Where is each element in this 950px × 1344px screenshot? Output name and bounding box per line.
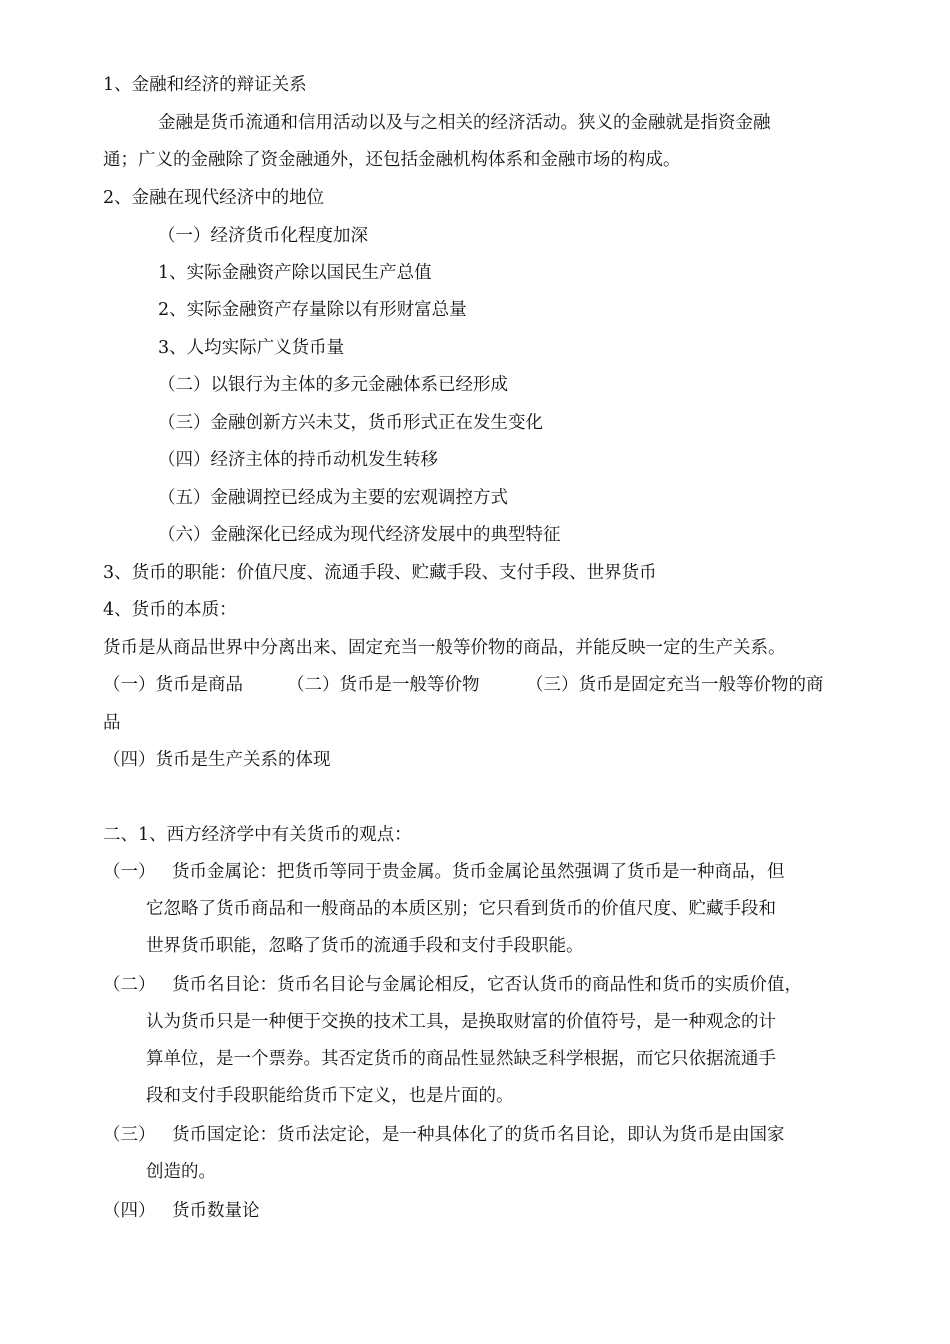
point-item: （二）货币是一般等价物	[287, 675, 480, 695]
section-heading-finance-role: 2、金融在现代经济中的地位	[103, 188, 325, 208]
point-item: （四）货币是生产关系的体现	[103, 750, 331, 770]
list-item: （三）金融创新方兴未艾，货币形式正在发生变化	[158, 413, 543, 433]
theory-line: 货币数量论	[172, 1201, 260, 1221]
theory-line: 段和支付手段职能给货币下定义，也是片面的。	[146, 1086, 514, 1106]
list-item: 2、实际金融资产存量除以有形财富总量	[158, 300, 467, 320]
theory-line: 认为货币只是一种便于交换的技术工具，是换取财富的价值符号，是一种观念的计	[146, 1012, 776, 1032]
list-item: （一）经济货币化程度加深	[158, 226, 368, 246]
paragraph-line: 通；广义的金融除了资金融通外，还包括金融机构体系和金融市场的构成。	[103, 150, 681, 170]
theory-line: 货币名目论：货币名目论与金属论相反，它否认货币的商品性和货币的实质价值，	[172, 975, 802, 995]
list-item: （六）金融深化已经成为现代经济发展中的典型特征	[158, 525, 561, 545]
paragraph-line: 金融是货币流通和信用活动以及与之相关的经济活动。狭义的金融就是指资金融	[158, 113, 771, 133]
section-heading-finance-economy: 1、金融和经济的辩证关系	[103, 75, 307, 95]
theory-line: 世界货币职能，忽略了货币的流通手段和支付手段职能。	[146, 936, 584, 956]
theory-line: 货币金属论：把货币等同于贵金属。货币金属论虽然强调了货币是一种商品，但	[172, 862, 785, 882]
point-item: （一）货币是商品	[103, 675, 243, 695]
point-item-continuation: 品	[103, 713, 121, 733]
section-heading-money-nature: 4、货币的本质：	[103, 600, 237, 620]
list-item: （四）经济主体的持币动机发生转移	[158, 450, 438, 470]
theory-line: 它忽略了货币商品和一般商品的本质区别；它只看到货币的价值尺度、贮藏手段和	[146, 899, 776, 919]
theory-label: （四）	[103, 1201, 156, 1221]
theory-item	[103, 1117, 883, 1191]
part-heading-western-views: 二、1、西方经济学中有关货币的观点：	[103, 825, 412, 845]
list-item: 1、实际金融资产除以国民生产总值	[158, 263, 432, 283]
list-item: 3、人均实际广义货币量	[158, 338, 345, 358]
list-item: （二）以银行为主体的多元金融体系已经形成	[158, 375, 508, 395]
theory-item	[103, 1193, 883, 1230]
theory-label: （二）	[103, 975, 156, 995]
list-item: （五）金融调控已经成为主要的宏观调控方式	[158, 488, 508, 508]
point-item: （三）货币是固定充当一般等价物的商	[526, 675, 824, 695]
theory-line: 货币国定论：货币法定论，是一种具体化了的货币名目论，即认为货币是由国家	[172, 1125, 785, 1145]
theory-line: 算单位，是一个票券。其否定货币的商品性显然缺乏科学根据，而它只依据流通手	[146, 1049, 776, 1069]
definition-line: 货币是从商品世界中分离出来、固定充当一般等价物的商品，并能反映一定的生产关系。	[103, 638, 786, 658]
theory-item	[103, 854, 883, 965]
theory-label: （一）	[103, 862, 156, 882]
section-heading-money-functions: 3、货币的职能：价值尺度、流通手段、贮藏手段、支付手段、世界货币	[103, 563, 657, 583]
theory-line: 创造的。	[146, 1162, 216, 1182]
theory-item	[103, 967, 883, 1115]
theory-label: （三）	[103, 1125, 156, 1145]
